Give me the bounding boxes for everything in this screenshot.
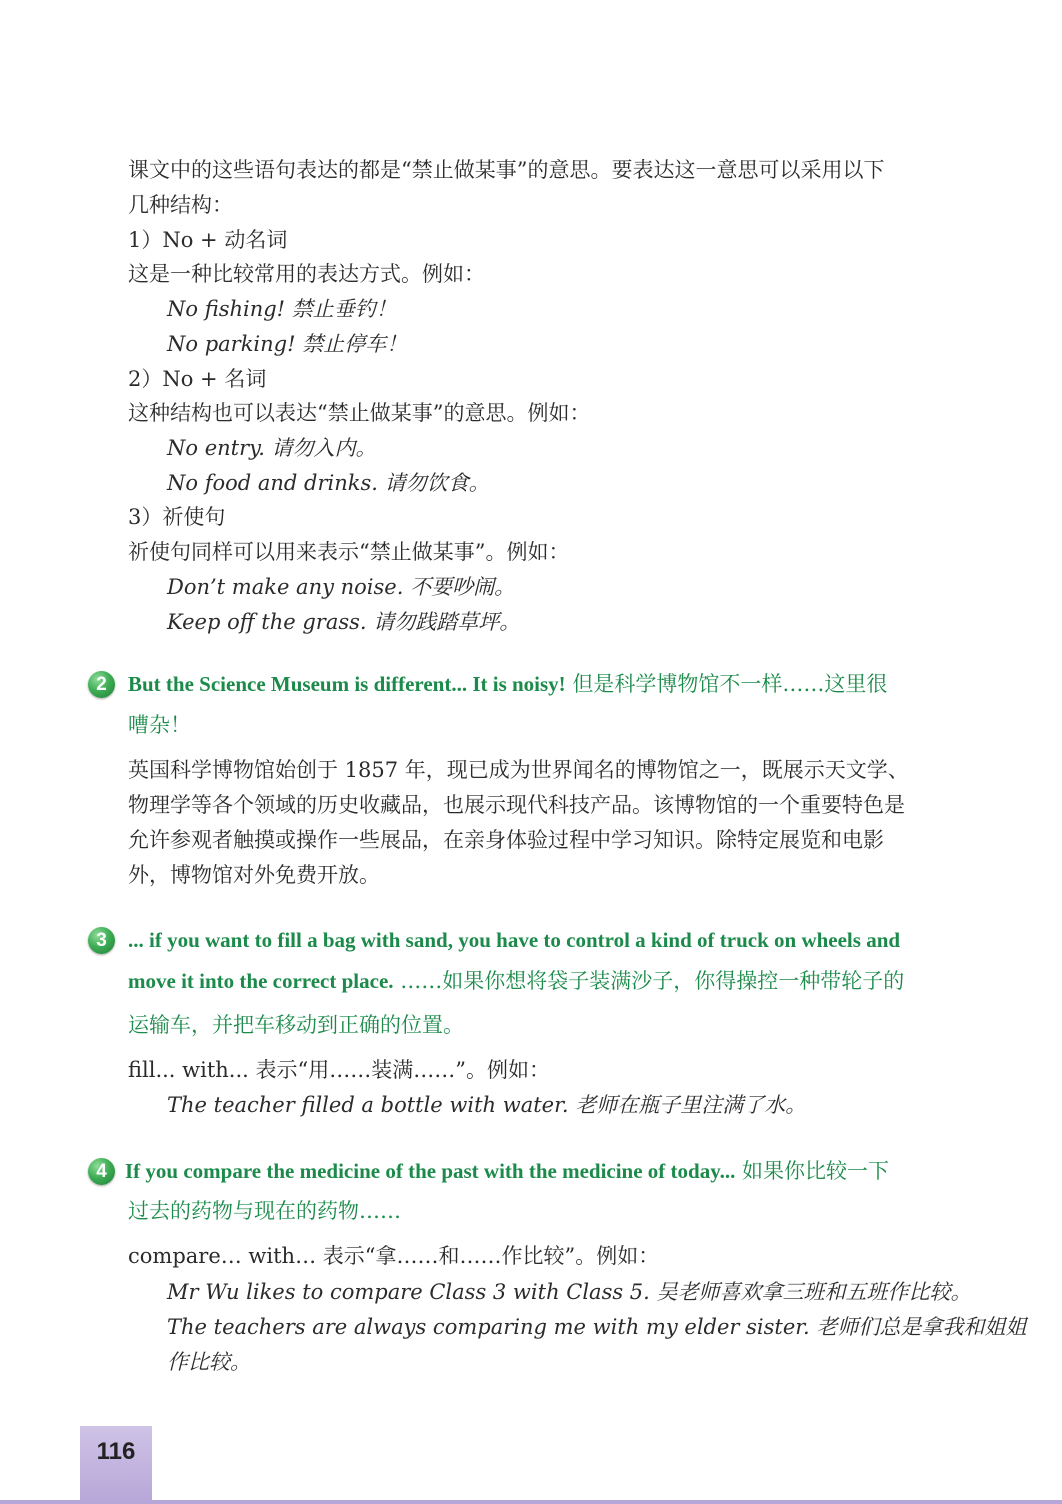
bottom-border [0,1500,1062,1504]
example-en: No entry. [167,436,265,460]
intro-line-1: 课文中的这些语句表达的都是“禁止做某事”的意思。要表达这一意思可以采用以下 [128,158,885,182]
example-en: No parking! [167,332,296,356]
example-en: The teachers are always comparing me with my elder sister. [167,1315,810,1339]
page-number: 116 [96,1438,136,1465]
example-keep-off-grass [167,607,520,637]
structure-1-heading: 1）No + 动名词 [128,228,288,252]
example-cn: 吴老师喜欢拿三班和五班作比较。 [649,1280,972,1304]
example-filled-bottle [167,1090,806,1120]
note-3-usage: fill... with... 表示“用……装满……”。例如： [128,1058,550,1082]
example-compare-class [167,1277,972,1307]
note-2-number-badge: 2 [88,671,115,698]
structure-2-desc: 这种结构也可以表达“禁止做某事”的意思。例如： [128,401,591,425]
example-cn: 不要吵闹。 [403,575,516,599]
example-cn: 请勿践踏草坪。 [366,610,521,634]
example-compare-sister-cont: 作比较。 [167,1350,251,1374]
note-2-body-line-2: 物理学等各个领域的历史收藏品，也展示现代科技产品。该博物馆的一个重要特色是 [128,793,905,817]
example-cn: 老师在瓶子里注满了水。 [568,1093,807,1117]
note-3-number-badge: 3 [88,927,115,954]
note-4-usage: compare… with… 表示“拿……和……作比较”。例如： [128,1244,660,1268]
example-cn: 请勿饮食。 [377,471,490,495]
example-en: The teacher filled a bottle with water. [167,1093,569,1117]
note-4-heading-en: If you compare the medicine of the past with the medicine of today... [125,1159,736,1183]
example-compare-sister [167,1312,1026,1342]
example-no-fishing [167,294,397,324]
note-3-heading-cn: ……如果你想将袋子装满沙子，你得操控一种带轮子的 [393,969,905,993]
note-2-heading [128,669,887,699]
note-4-heading-cn-cont: 过去的药物与现在的药物…… [128,1199,401,1223]
structure-3-heading: 3）祈使句 [128,505,226,529]
example-cn: 禁止垂钓！ [285,297,397,321]
example-no-parking [167,329,407,359]
example-cn: 请勿入内。 [264,436,377,460]
note-3-heading-line-1: ... if you want to fill a bag with sand, you have to control a kind of truck on wheels and [128,928,901,952]
example-cn: 禁止停车！ [295,332,408,356]
example-en: No fishing! [167,297,286,321]
note-2-body-line-3: 允许参观者触摸或操作一些展品，在亲身体验过程中学习知识。除特定展览和电影 [128,828,884,852]
intro-line-2: 几种结构： [128,193,233,217]
note-2-heading-en: But the Science Museum is different... It is noisy! [128,672,566,696]
example-cn: 老师们总是拿我和姐姐 [809,1315,1027,1339]
note-2-heading-cn: 但是科学博物馆不一样……这里很 [565,672,888,696]
note-3-heading-en: move it into the correct place. [128,969,394,993]
note-4-heading [125,1156,889,1186]
note-2-body-line-4: 外，博物馆对外免费开放。 [128,863,380,887]
example-en: Mr Wu likes to compare Class 3 with Class 5. [167,1280,650,1304]
example-no-entry [167,433,377,463]
example-en: Don’t make any noise. [167,575,404,599]
structure-3-desc: 祈使句同样可以用来表示“禁止做某事”。例如： [128,540,570,564]
note-3-heading-line-2 [128,966,904,996]
note-2-heading-cn-cont: 嘈杂！ [128,713,191,737]
structure-2-heading: 2）No + 名词 [128,367,267,391]
note-3-heading-cn-cont: 运输车，并把车移动到正确的位置。 [128,1013,464,1037]
note-4-heading-cn: 如果你比较一下 [735,1159,889,1183]
structure-1-desc: 这是一种比较常用的表达方式。例如： [128,262,485,286]
note-2-body-line-1: 英国科学博物馆始创于 1857 年，现已成为世界闻名的博物馆之一，既展示天文学、 [128,758,909,782]
note-4-number-badge: 4 [88,1158,115,1185]
example-no-food [167,468,490,498]
example-en: Keep off the grass. [167,610,367,634]
example-en: No food and drinks. [167,471,378,495]
example-no-noise [167,572,515,602]
